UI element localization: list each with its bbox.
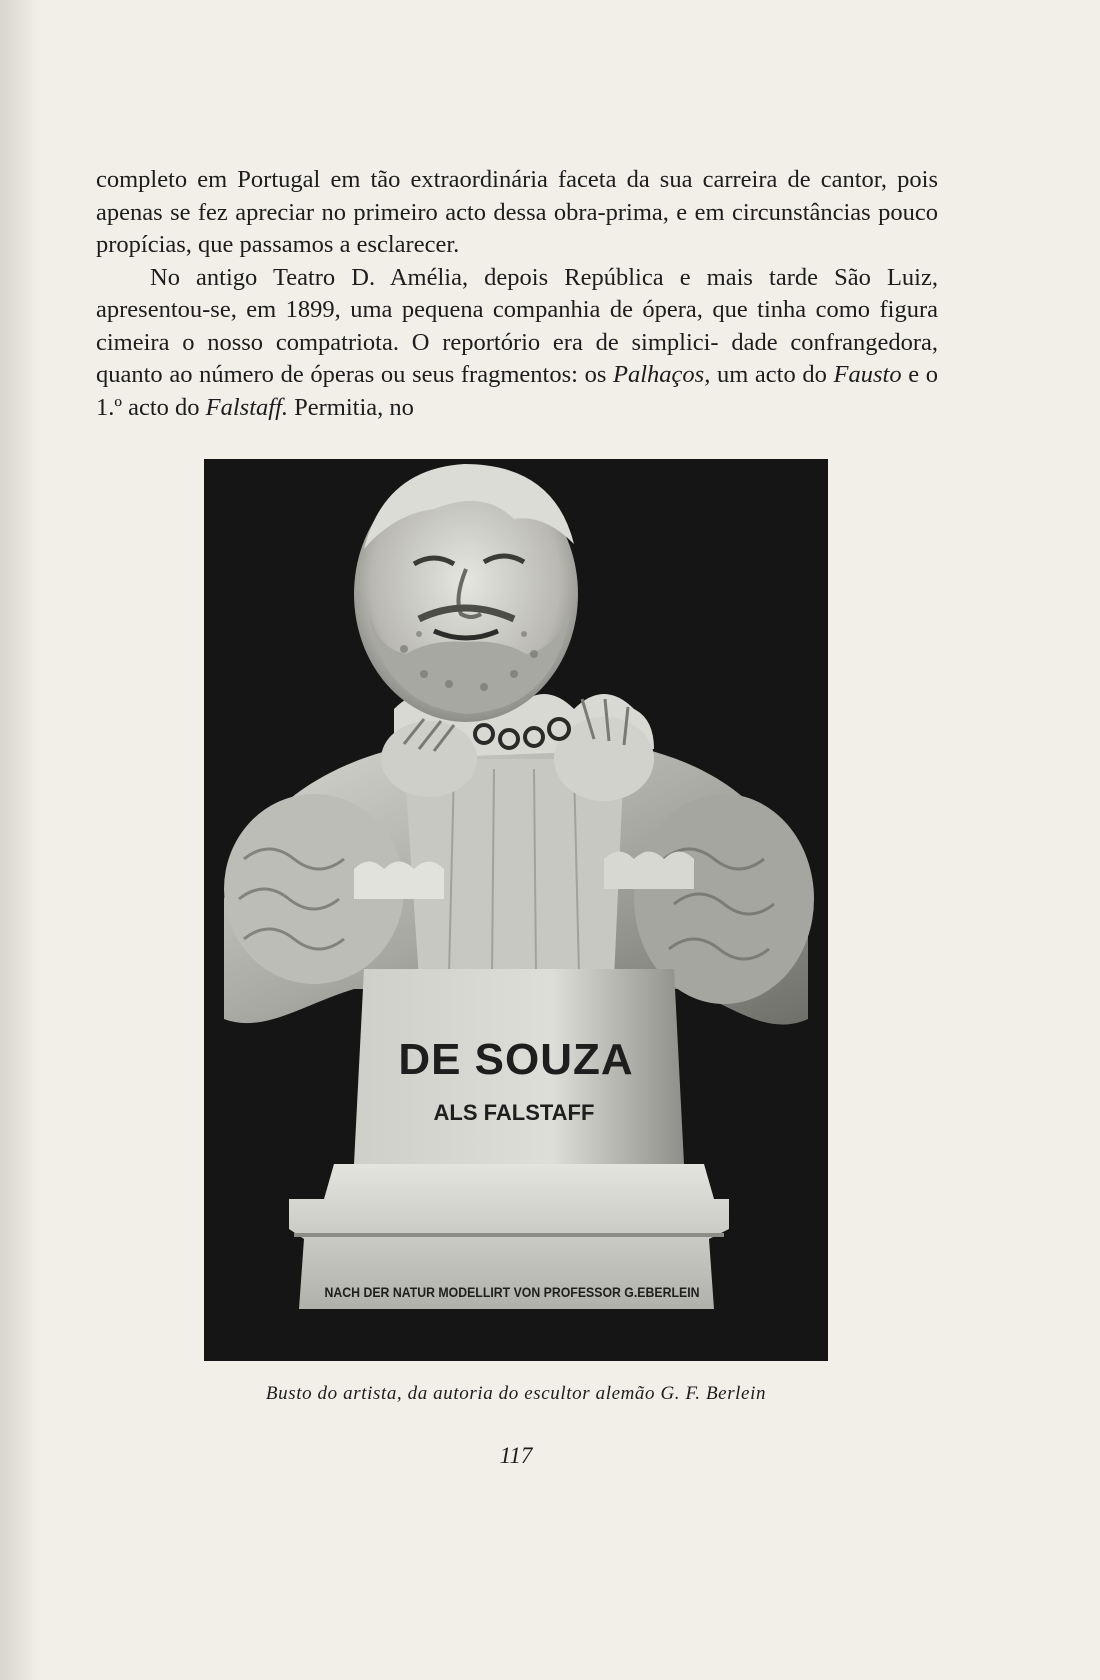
text-line: em circunstâncias pouco propícias, que passamos a esclarecer. — [96, 198, 939, 258]
text-line: os Palhaços, um acto do Fausto e o 1.º acto do Falstaff. Permitia, no — [96, 361, 939, 421]
text-line: completo em Portugal em tão extraordinária faceta da sua carreira de — [96, 166, 811, 193]
text-line: No antigo Teatro D. Amélia, depois República e mais tarde São Luiz, — [150, 263, 938, 291]
opera-title-falstaff: Falstaff. — [205, 393, 289, 421]
page-gutter-shadow — [0, 0, 40, 1680]
plinth-name: DE SOUZA — [398, 1035, 634, 1084]
text-line: cantor, pois apenas se fez apreciar no primeiro acto dessa obra-prima, e — [96, 166, 939, 226]
bust-photograph — [204, 459, 828, 1361]
plinth-subtitle: ALS FALSTAFF — [433, 1100, 595, 1125]
opera-title-palhacos: Palhaços, — [613, 361, 711, 388]
base-inscription: NACH DER NATUR MODELLIRT VON PROFESSOR G.EBERLEIN — [324, 1285, 700, 1300]
paragraph-teatro — [96, 262, 938, 425]
paragraph-continuation — [96, 164, 938, 262]
opera-title-fausto: Fausto — [833, 361, 902, 388]
body-text — [96, 164, 938, 424]
text-line: apresentou-se, em 1899, uma pequena companhia de ópera, que tinha — [96, 296, 807, 323]
text-line: como figura cimeira o nosso compatriota. O reportório era de simplici- — [96, 296, 938, 356]
page-number: 117 — [499, 1443, 533, 1468]
figure-caption: Busto do artista, da autoria do escultor alemão G. F. Berlein — [265, 1383, 767, 1404]
text-line: dade confrangedora, quanto ao número de óperas ou seus fragmentos: — [96, 328, 939, 388]
